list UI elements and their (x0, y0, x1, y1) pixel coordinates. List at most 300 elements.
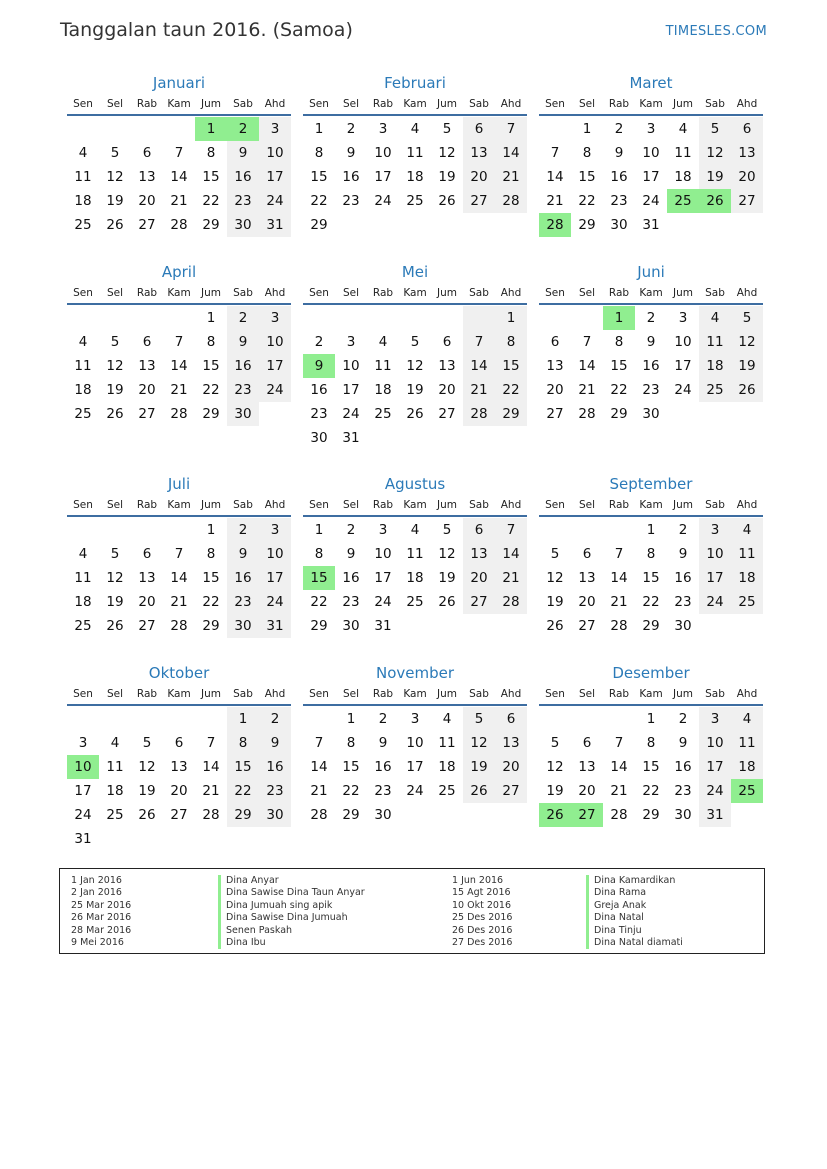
weekday-label: Sab (469, 499, 489, 511)
weekday-label: Ahd (736, 499, 758, 511)
empty-cell (539, 518, 571, 542)
weekday-label: Sel (342, 287, 360, 299)
weekday-label: Ahd (736, 688, 758, 700)
weekday-label: Sen (545, 499, 565, 511)
weekday-label: Ahd (264, 499, 286, 511)
empty-cell (163, 117, 195, 141)
weekday-label: Kam (403, 499, 427, 511)
day-cell: 1 (582, 121, 592, 137)
day-cell: 30 (642, 406, 660, 422)
day-cell: 19 (731, 354, 763, 378)
day-cell: 20 (138, 594, 156, 610)
day-cell: 5 (110, 546, 120, 562)
day-cell: 8 (314, 546, 324, 562)
empty-cell (131, 306, 163, 330)
day-cell: 5 (550, 735, 560, 751)
day-cell: 24 (699, 779, 731, 803)
day-cell: 24 (259, 378, 291, 402)
day-cell: 21 (546, 193, 564, 209)
weekday-header (67, 283, 291, 305)
day-cell: 21 (610, 594, 628, 610)
day-cell: 31 (342, 430, 360, 446)
day-cell: 28 (170, 406, 188, 422)
day-cell: 27 (731, 189, 763, 213)
day-cell: 26 (106, 217, 124, 233)
day-cell: 20 (731, 165, 763, 189)
day-cell: 8 (346, 735, 356, 751)
day-cell: 19 (546, 594, 564, 610)
day-cell: 18 (731, 566, 763, 590)
day-cell: 31 (259, 213, 291, 237)
day-cell: 26 (438, 594, 456, 610)
day-cell: 10 (374, 546, 392, 562)
day-cell: 18 (438, 759, 456, 775)
day-cell: 3 (678, 310, 688, 326)
holiday-name: Dina Tinju (594, 924, 642, 936)
day-cell: 15 (310, 169, 328, 185)
weekday-label: Rab (372, 287, 394, 299)
day-cell: 4 (699, 306, 731, 330)
day-cell: 6 (142, 145, 152, 161)
empty-cell (163, 518, 195, 542)
day-cell: 3 (259, 306, 291, 330)
holiday-date: 10 Okt 2016 (452, 899, 512, 911)
day-cell: 24 (259, 590, 291, 614)
month-oktober (67, 662, 291, 851)
empty-cell (399, 306, 431, 330)
day-cell: 7 (614, 735, 624, 751)
day-cell: 5 (110, 334, 120, 350)
day-cell: 30 (674, 618, 692, 634)
holiday-day-cell: 25 (667, 189, 699, 213)
month-name: November (375, 664, 455, 682)
day-cell: 25 (731, 590, 763, 614)
day-cell: 24 (342, 406, 360, 422)
day-cell: 10 (259, 542, 291, 566)
day-cell: 29 (642, 618, 660, 634)
day-cell: 28 (202, 807, 220, 823)
weekday-label: Kam (639, 287, 663, 299)
weekday-label: Ahd (500, 688, 522, 700)
weekday-label: Ahd (736, 98, 758, 110)
day-grid (539, 707, 763, 827)
day-cell: 16 (227, 566, 259, 590)
holiday-date: 26 Des 2016 (452, 924, 513, 936)
day-cell: 14 (463, 354, 495, 378)
day-cell: 10 (674, 334, 692, 350)
day-cell: 3 (699, 707, 731, 731)
day-cell: 18 (74, 193, 92, 209)
day-cell: 31 (374, 618, 392, 634)
weekday-label: Sen (73, 287, 93, 299)
day-cell: 21 (495, 566, 527, 590)
day-cell: 19 (406, 382, 424, 398)
day-cell: 21 (495, 165, 527, 189)
day-cell: 19 (106, 193, 124, 209)
holiday-names-left (218, 875, 365, 949)
day-cell: 19 (699, 165, 731, 189)
month-juni (539, 261, 763, 426)
day-cell: 5 (142, 735, 152, 751)
holiday-dates-right (452, 875, 512, 949)
empty-cell (571, 306, 603, 330)
holiday-day-cell: 27 (571, 803, 603, 827)
empty-cell (539, 306, 571, 330)
weekday-label: Rab (136, 98, 158, 110)
day-cell: 24 (674, 382, 692, 398)
day-cell: 26 (731, 378, 763, 402)
weekday-label: Sel (106, 499, 124, 511)
day-cell: 7 (206, 735, 216, 751)
day-cell: 4 (378, 334, 388, 350)
holiday-name: Dina Natal diamati (594, 936, 683, 948)
day-cell: 19 (138, 783, 156, 799)
empty-cell (539, 117, 571, 141)
day-cell: 11 (674, 145, 692, 161)
weekday-header (303, 684, 527, 706)
day-cell: 30 (227, 402, 259, 426)
day-cell: 22 (202, 594, 220, 610)
weekday-label: Rab (608, 287, 630, 299)
holiday-name: Dina Anyar (226, 875, 279, 886)
day-cell: 2 (259, 707, 291, 731)
day-cell: 26 (106, 618, 124, 634)
day-cell: 22 (342, 783, 360, 799)
holiday-day-cell: 28 (539, 213, 571, 237)
day-cell: 14 (610, 570, 628, 586)
day-grid (303, 518, 527, 638)
day-cell: 27 (495, 779, 527, 803)
day-cell: 23 (227, 189, 259, 213)
day-cell: 23 (342, 193, 360, 209)
day-cell: 12 (138, 759, 156, 775)
day-cell: 23 (674, 783, 692, 799)
day-cell: 20 (463, 165, 495, 189)
day-cell: 28 (610, 618, 628, 634)
holiday-day-cell: 26 (539, 803, 571, 827)
weekday-label: Jum (673, 287, 693, 299)
day-cell: 6 (142, 334, 152, 350)
day-cell: 26 (406, 406, 424, 422)
day-cell: 21 (578, 382, 596, 398)
day-cell: 24 (259, 189, 291, 213)
day-cell: 6 (582, 735, 592, 751)
empty-cell (131, 518, 163, 542)
day-cell: 28 (310, 807, 328, 823)
day-cell: 2 (646, 310, 656, 326)
day-cell: 9 (227, 330, 259, 354)
day-cell: 22 (202, 382, 220, 398)
holiday-legend (59, 868, 765, 954)
day-cell: 8 (646, 735, 656, 751)
weekday-label: Jum (201, 98, 221, 110)
day-cell: 19 (438, 570, 456, 586)
day-cell: 25 (374, 406, 392, 422)
day-cell: 15 (495, 354, 527, 378)
day-cell: 15 (227, 755, 259, 779)
day-cell: 3 (259, 117, 291, 141)
day-cell: 3 (259, 518, 291, 542)
day-cell: 12 (731, 330, 763, 354)
empty-cell (99, 518, 131, 542)
holiday-name: Dina Sawise Dina Taun Anyar (226, 887, 365, 899)
day-cell: 10 (259, 141, 291, 165)
day-cell: 1 (495, 306, 527, 330)
weekday-header (303, 283, 527, 305)
holiday-date: 1 Jun 2016 (452, 875, 504, 886)
weekday-label: Sel (578, 499, 596, 511)
holiday-name: Dina Jumuah sing apik (226, 899, 333, 911)
day-cell: 9 (614, 145, 624, 161)
empty-cell (463, 306, 495, 330)
day-cell: 15 (642, 759, 660, 775)
weekday-label: Sen (309, 98, 329, 110)
holiday-day-cell: 1 (195, 117, 227, 141)
day-cell: 27 (138, 406, 156, 422)
day-cell: 7 (174, 546, 184, 562)
weekday-label: Rab (608, 688, 630, 700)
day-cell: 8 (582, 145, 592, 161)
day-cell: 9 (227, 141, 259, 165)
day-cell: 12 (406, 358, 424, 374)
holiday-date: 25 Des 2016 (452, 912, 513, 924)
weekday-label: Sab (705, 287, 725, 299)
day-cell: 1 (206, 310, 216, 326)
day-cell: 28 (495, 590, 527, 614)
weekday-label: Sel (342, 98, 360, 110)
weekday-label: Sen (309, 688, 329, 700)
day-cell: 24 (74, 807, 92, 823)
day-cell: 23 (610, 193, 628, 209)
day-cell: 7 (174, 334, 184, 350)
day-cell: 29 (202, 618, 220, 634)
day-cell: 2 (378, 711, 388, 727)
day-cell: 11 (731, 542, 763, 566)
holiday-date: 2 Jan 2016 (71, 887, 122, 899)
month-name: Juli (167, 475, 191, 493)
day-cell: 7 (174, 145, 184, 161)
weekday-label: Rab (608, 98, 630, 110)
day-cell: 18 (74, 382, 92, 398)
day-cell: 15 (578, 169, 596, 185)
day-cell: 17 (406, 759, 424, 775)
day-cell: 25 (406, 193, 424, 209)
holiday-date: 27 Des 2016 (452, 936, 513, 948)
day-cell: 17 (674, 358, 692, 374)
page-title: Tanggalan taun 2016. (Samoa) (60, 19, 353, 41)
weekday-header (67, 495, 291, 517)
day-cell: 11 (699, 330, 731, 354)
day-cell: 1 (206, 522, 216, 538)
day-cell: 30 (342, 618, 360, 634)
empty-cell (131, 707, 163, 731)
holiday-day-cell: 25 (731, 779, 763, 803)
month-name: Maret (629, 74, 673, 92)
day-grid (539, 518, 763, 638)
day-cell: 16 (610, 169, 628, 185)
day-cell: 10 (342, 358, 360, 374)
month-september (539, 473, 763, 638)
day-cell: 16 (642, 358, 660, 374)
empty-cell (99, 117, 131, 141)
month-maret (539, 72, 763, 237)
day-cell: 28 (610, 807, 628, 823)
day-cell: 29 (495, 402, 527, 426)
day-cell: 9 (646, 334, 656, 350)
day-cell: 14 (170, 570, 188, 586)
day-cell: 9 (678, 735, 688, 751)
brand-link[interactable]: TIMESLES.COM (665, 24, 767, 39)
day-cell: 29 (227, 803, 259, 827)
day-cell: 24 (374, 594, 392, 610)
empty-cell (67, 707, 99, 731)
month-april (67, 261, 291, 426)
day-cell: 17 (259, 165, 291, 189)
weekday-header (539, 684, 763, 706)
weekday-label: Sab (233, 499, 253, 511)
empty-cell (603, 518, 635, 542)
day-cell: 9 (227, 542, 259, 566)
day-cell: 10 (374, 145, 392, 161)
month-name: Januari (152, 74, 206, 92)
weekday-label: Sab (469, 98, 489, 110)
weekday-label: Rab (372, 499, 394, 511)
day-cell: 8 (227, 731, 259, 755)
day-cell: 6 (495, 707, 527, 731)
day-cell: 27 (438, 406, 456, 422)
weekday-header (303, 495, 527, 517)
day-cell: 14 (578, 358, 596, 374)
day-cell: 4 (410, 121, 420, 137)
weekday-label: Sab (705, 499, 725, 511)
day-cell: 8 (646, 546, 656, 562)
weekday-label: Kam (403, 287, 427, 299)
empty-cell (303, 707, 335, 731)
day-cell: 11 (374, 358, 392, 374)
day-cell: 13 (495, 731, 527, 755)
weekday-label: Sen (309, 499, 329, 511)
day-cell: 30 (610, 217, 628, 233)
weekday-header (303, 94, 527, 116)
day-cell: 6 (174, 735, 184, 751)
day-cell: 25 (106, 807, 124, 823)
day-cell: 16 (227, 165, 259, 189)
day-cell: 30 (227, 614, 259, 638)
day-cell: 21 (202, 783, 220, 799)
weekday-label: Ahd (736, 287, 758, 299)
day-cell: 23 (642, 382, 660, 398)
day-cell: 18 (674, 169, 692, 185)
weekday-header (539, 495, 763, 517)
day-cell: 2 (614, 121, 624, 137)
empty-cell (571, 707, 603, 731)
day-cell: 27 (546, 406, 564, 422)
weekday-label: Sab (469, 688, 489, 700)
day-cell: 14 (610, 759, 628, 775)
day-grid (67, 117, 291, 237)
weekday-label: Kam (167, 688, 191, 700)
day-cell: 27 (463, 590, 495, 614)
day-cell: 6 (442, 334, 452, 350)
day-cell: 11 (74, 169, 92, 185)
day-cell: 17 (642, 169, 660, 185)
day-cell: 2 (678, 711, 688, 727)
holiday-date: 25 Mar 2016 (71, 899, 132, 911)
day-cell: 13 (138, 570, 156, 586)
day-cell: 13 (170, 759, 188, 775)
weekday-label: Sen (73, 688, 93, 700)
day-cell: 4 (110, 735, 120, 751)
day-cell: 30 (310, 430, 328, 446)
day-cell: 23 (227, 378, 259, 402)
day-cell: 19 (463, 755, 495, 779)
day-cell: 27 (138, 618, 156, 634)
day-cell: 24 (374, 193, 392, 209)
day-cell: 11 (406, 145, 424, 161)
holiday-names-right (586, 875, 683, 949)
day-cell: 5 (110, 145, 120, 161)
month-januari (67, 72, 291, 237)
day-cell: 28 (170, 618, 188, 634)
day-cell: 5 (731, 306, 763, 330)
day-cell: 7 (614, 546, 624, 562)
day-cell: 7 (582, 334, 592, 350)
weekday-label: Jum (201, 688, 221, 700)
day-cell: 7 (314, 735, 324, 751)
day-cell: 21 (310, 783, 328, 799)
day-cell: 9 (259, 731, 291, 755)
day-cell: 20 (170, 783, 188, 799)
day-cell: 29 (642, 807, 660, 823)
day-cell: 20 (546, 382, 564, 398)
weekday-label: Ahd (264, 688, 286, 700)
day-cell: 13 (463, 141, 495, 165)
day-grid (303, 306, 527, 450)
day-cell: 31 (259, 614, 291, 638)
holiday-date: 26 Mar 2016 (71, 912, 132, 924)
day-cell: 8 (206, 145, 216, 161)
day-cell: 22 (310, 193, 328, 209)
weekday-header (539, 283, 763, 305)
day-cell: 2 (346, 522, 356, 538)
empty-cell (131, 117, 163, 141)
day-cell: 24 (406, 783, 424, 799)
weekday-label: Rab (136, 499, 158, 511)
day-cell: 29 (610, 406, 628, 422)
day-cell: 3 (378, 522, 388, 538)
day-cell: 25 (438, 783, 456, 799)
day-cell: 21 (610, 783, 628, 799)
day-cell: 5 (550, 546, 560, 562)
day-cell: 17 (342, 382, 360, 398)
day-grid (67, 518, 291, 638)
day-cell: 18 (74, 594, 92, 610)
day-cell: 19 (106, 594, 124, 610)
day-cell: 14 (170, 358, 188, 374)
day-cell: 22 (202, 193, 220, 209)
month-name: September (609, 475, 693, 493)
day-cell: 13 (731, 141, 763, 165)
day-cell: 19 (546, 783, 564, 799)
weekday-label: Rab (372, 98, 394, 110)
weekday-label: Ahd (500, 499, 522, 511)
day-cell: 25 (74, 217, 92, 233)
holiday-name: Dina Sawise Dina Jumuah (226, 912, 348, 924)
weekday-label: Sel (106, 287, 124, 299)
weekday-label: Sen (545, 287, 565, 299)
month-mei (303, 261, 527, 450)
day-cell: 9 (378, 735, 388, 751)
